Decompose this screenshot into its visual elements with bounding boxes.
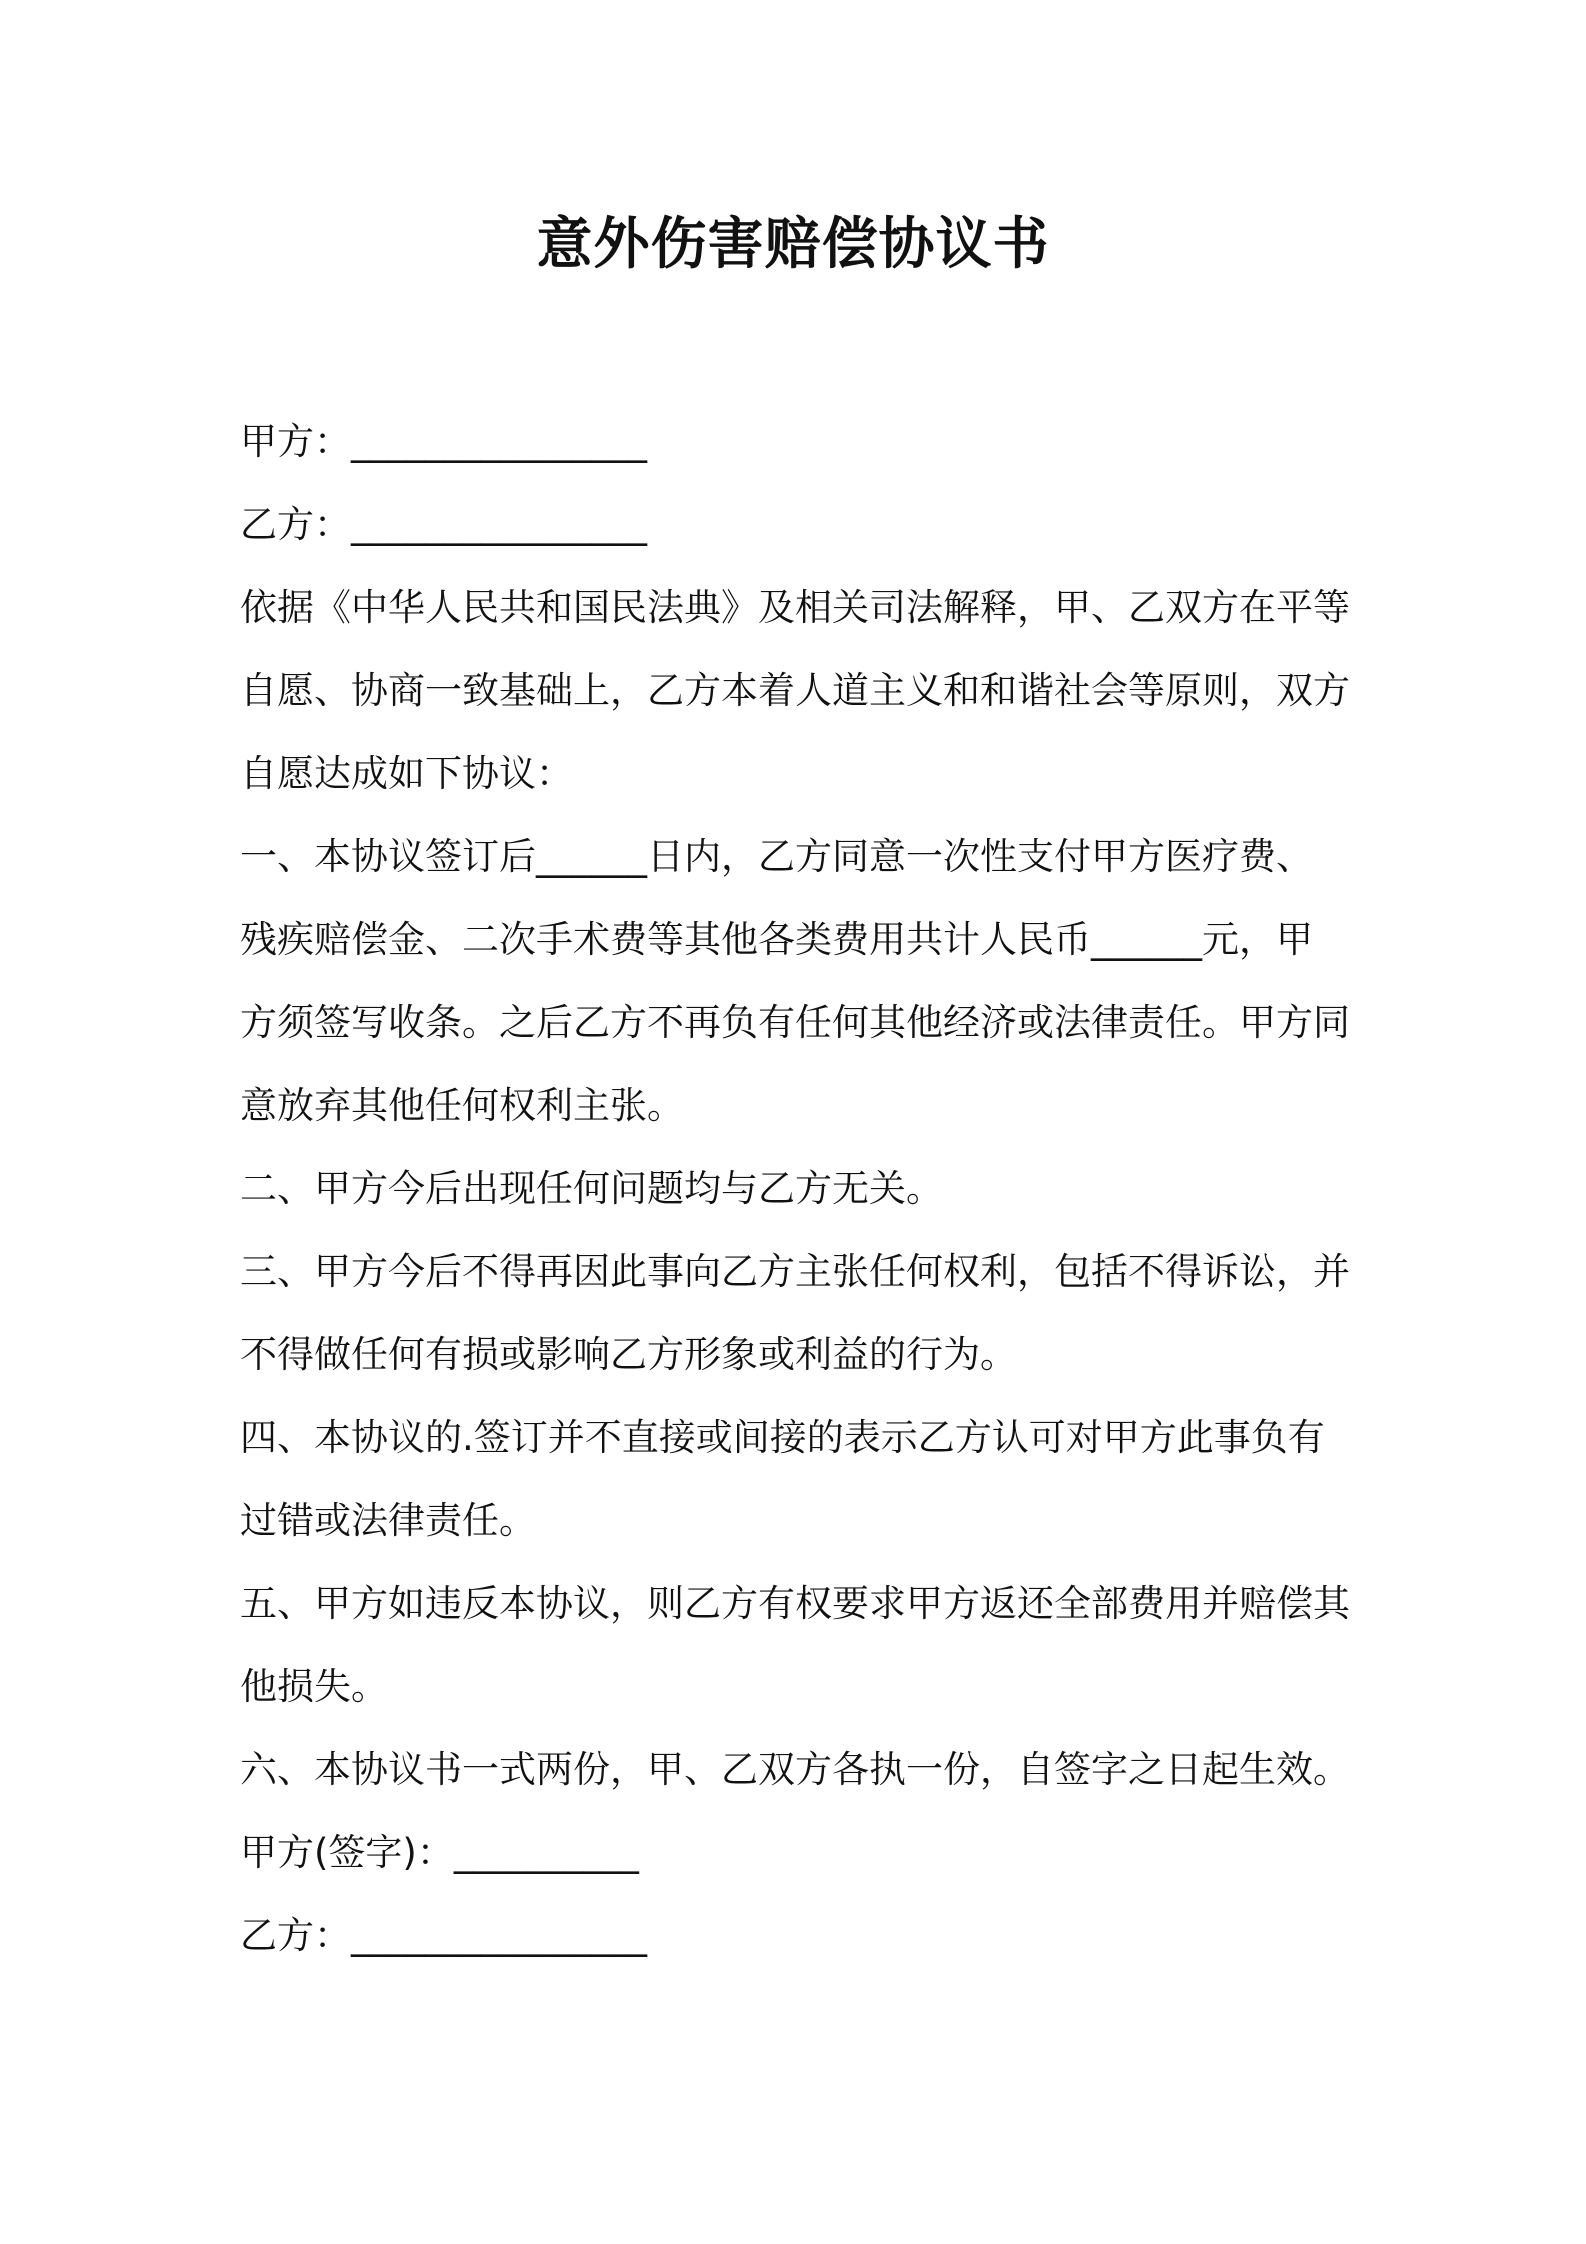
clause-1-line: 残疾赔偿金、二次手术费等其他各类费用共计人民币______元，甲 bbox=[240, 918, 1313, 961]
party-a-line: 甲方：________________ bbox=[240, 420, 647, 463]
party-b-signature-line: 乙方：________________ bbox=[240, 1914, 647, 1957]
clause-2-line: 二、甲方今后出现任何问题均与乙方无关。 bbox=[240, 1167, 943, 1210]
clause-3-line: 不得做任何有损或影响乙方形象或利益的行为。 bbox=[240, 1333, 1017, 1376]
clause-5-line: 他损失。 bbox=[240, 1665, 388, 1708]
preamble-line: 自愿、协商一致基础上，乙方本着人道主义和和谐社会等原则，双方 bbox=[240, 669, 1350, 712]
clause-1-line: 意放弃其他任何权利主张。 bbox=[240, 1084, 684, 1127]
clause-3-line: 三、甲方今后不得再因此事向乙方主张任何权利，包括不得诉讼，并 bbox=[240, 1250, 1350, 1293]
party-b-line: 乙方：________________ bbox=[240, 503, 647, 546]
clause-4-line: 过错或法律责任。 bbox=[240, 1499, 536, 1542]
clause-1-line: 一、本协议签订后______日内，乙方同意一次性支付甲方医疗费、 bbox=[240, 835, 1313, 878]
clause-5-line: 五、甲方如违反本协议，则乙方有权要求甲方返还全部费用并赔偿其 bbox=[240, 1582, 1350, 1625]
clause-6-line: 六、本协议书一式两份，甲、乙双方各执一份，自签字之日起生效。 bbox=[240, 1748, 1350, 1791]
clause-4-line: 四、本协议的.签订并不直接或间接的表示乙方认可对甲方此事负有 bbox=[240, 1416, 1325, 1459]
preamble-line: 自愿达成如下协议： bbox=[240, 752, 573, 795]
party-a-signature-line: 甲方(签字)：__________ bbox=[240, 1831, 639, 1874]
page-title: 意外伤害赔偿协议书 bbox=[536, 212, 1050, 277]
preamble-line: 依据《中华人民共和国民法典》及相关司法解释，甲、乙双方在平等 bbox=[240, 586, 1350, 629]
agreement-body bbox=[240, 400, 1360, 1977]
clause-1-line: 方须签写收条。之后乙方不再负有任何其他经济或法律责任。甲方同 bbox=[240, 1001, 1350, 1044]
